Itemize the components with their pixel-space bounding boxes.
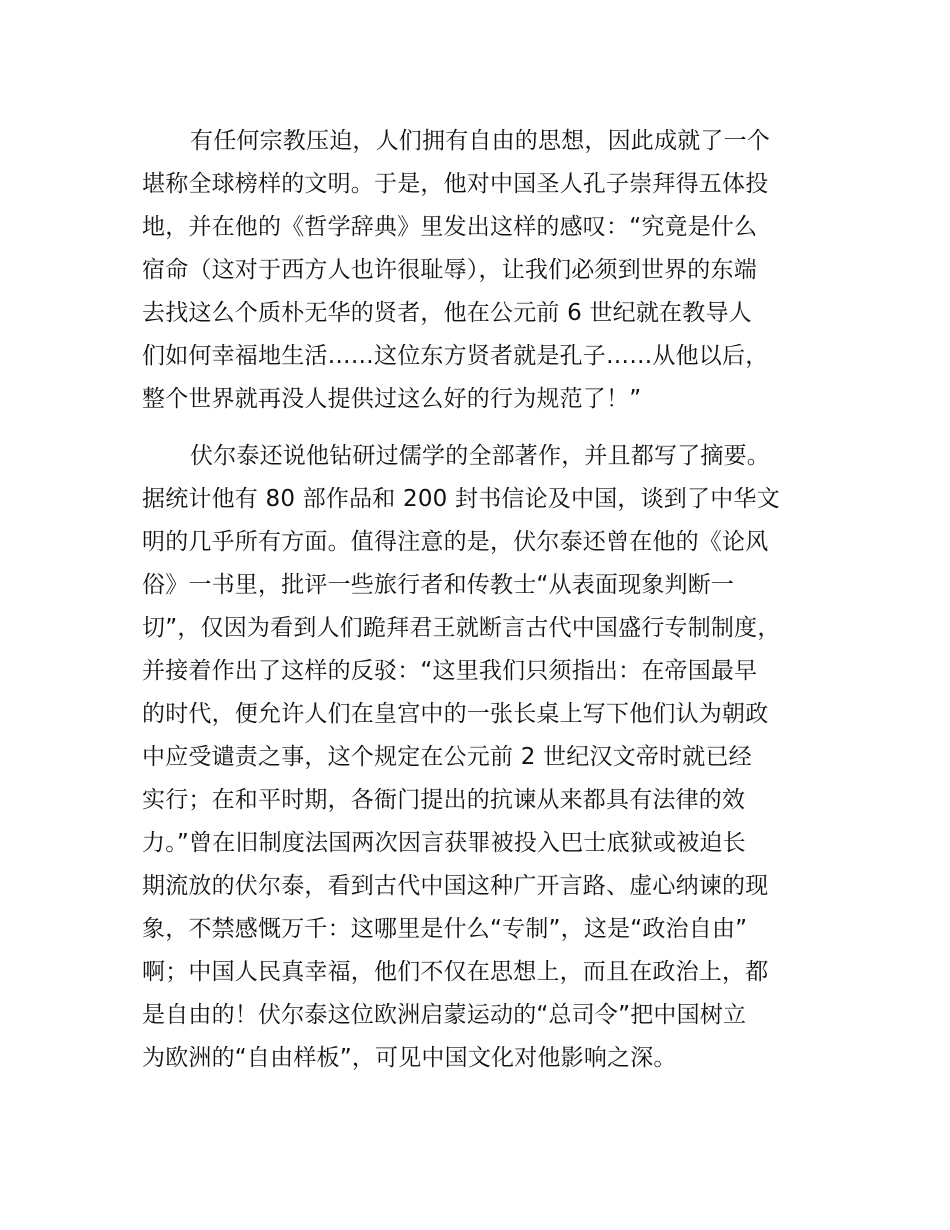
text-line: 明的几乎所有方面。值得注意的是，伏尔泰还曾在他的《论风: [142, 529, 769, 555]
text-line: 整个世界就再没人提供过这么好的行为规范了！”: [142, 386, 642, 412]
text-line: 据统计他有 80 部作品和 200 封书信论及中国，谈到了中华文: [142, 486, 780, 512]
text-line: 地，并在他的《哲学辞典》里发出这样的感叹：“究竟是什么: [142, 214, 758, 240]
text-line: 中应受谴责之事，这个规定在公元前 2 世纪汉文帝时就已经: [142, 744, 752, 770]
text-line: 力。”曾在旧制度法国两次因言获罪被投入巴士底狱或被迫长: [142, 830, 746, 856]
text-line: 去找这么个质朴无华的贤者，他在公元前 6 世纪就在教导人: [142, 300, 752, 326]
document-page: [142, 120, 842, 1080]
paragraph-1: [142, 120, 842, 421]
text-line: 有任何宗教压迫，人们拥有自由的思想，因此成就了一个: [190, 128, 770, 154]
text-line: 期流放的伏尔泰，看到古代中国这种广开言路、虚心纳谏的现: [142, 873, 769, 899]
text-line: 是自由的！伏尔泰这位欧洲启蒙运动的“总司令”把中国树立: [142, 1002, 747, 1028]
text-line: 俗》一书里，批评一些旅行者和传教士“从表面现象判断一: [142, 572, 735, 598]
text-line: 实行；在和平时期，各衙门提出的抗谏从来都具有法律的效: [142, 787, 746, 813]
text-line: 宿命（这对于西方人也许很耻辱），让我们必须到世界的东端: [142, 257, 757, 283]
paragraph-2: [142, 435, 842, 1080]
text-line: 切”，仅因为看到人们跪拜君王就断言古代中国盛行专制制度，: [142, 615, 781, 641]
text-line: 的时代，便允许人们在皇宫中的一张长桌上写下他们认为朝政: [142, 701, 769, 727]
text-line: 并接着作出了这样的反驳：“这里我们只须指出：在帝国最早: [142, 658, 758, 684]
text-line: 们如何幸福地生活……这位东方贤者就是孔子……从他以后，: [142, 343, 769, 369]
text-line: 啊；中国人民真幸福，他们不仅在思想上，而且在政治上，都: [142, 959, 769, 985]
text-line: 伏尔泰还说他钻研过儒学的全部著作，并且都写了摘要。: [190, 443, 770, 469]
text-line: 象，不禁感慨万千：这哪里是什么“专制”，这是“政治自由”: [142, 916, 748, 942]
text-line: 为欧洲的“自由样板”，可见中国文化对他影响之深。: [142, 1045, 677, 1071]
text-line: 堪称全球榜样的文明。于是，他对中国圣人孔子崇拜得五体投: [142, 171, 769, 197]
